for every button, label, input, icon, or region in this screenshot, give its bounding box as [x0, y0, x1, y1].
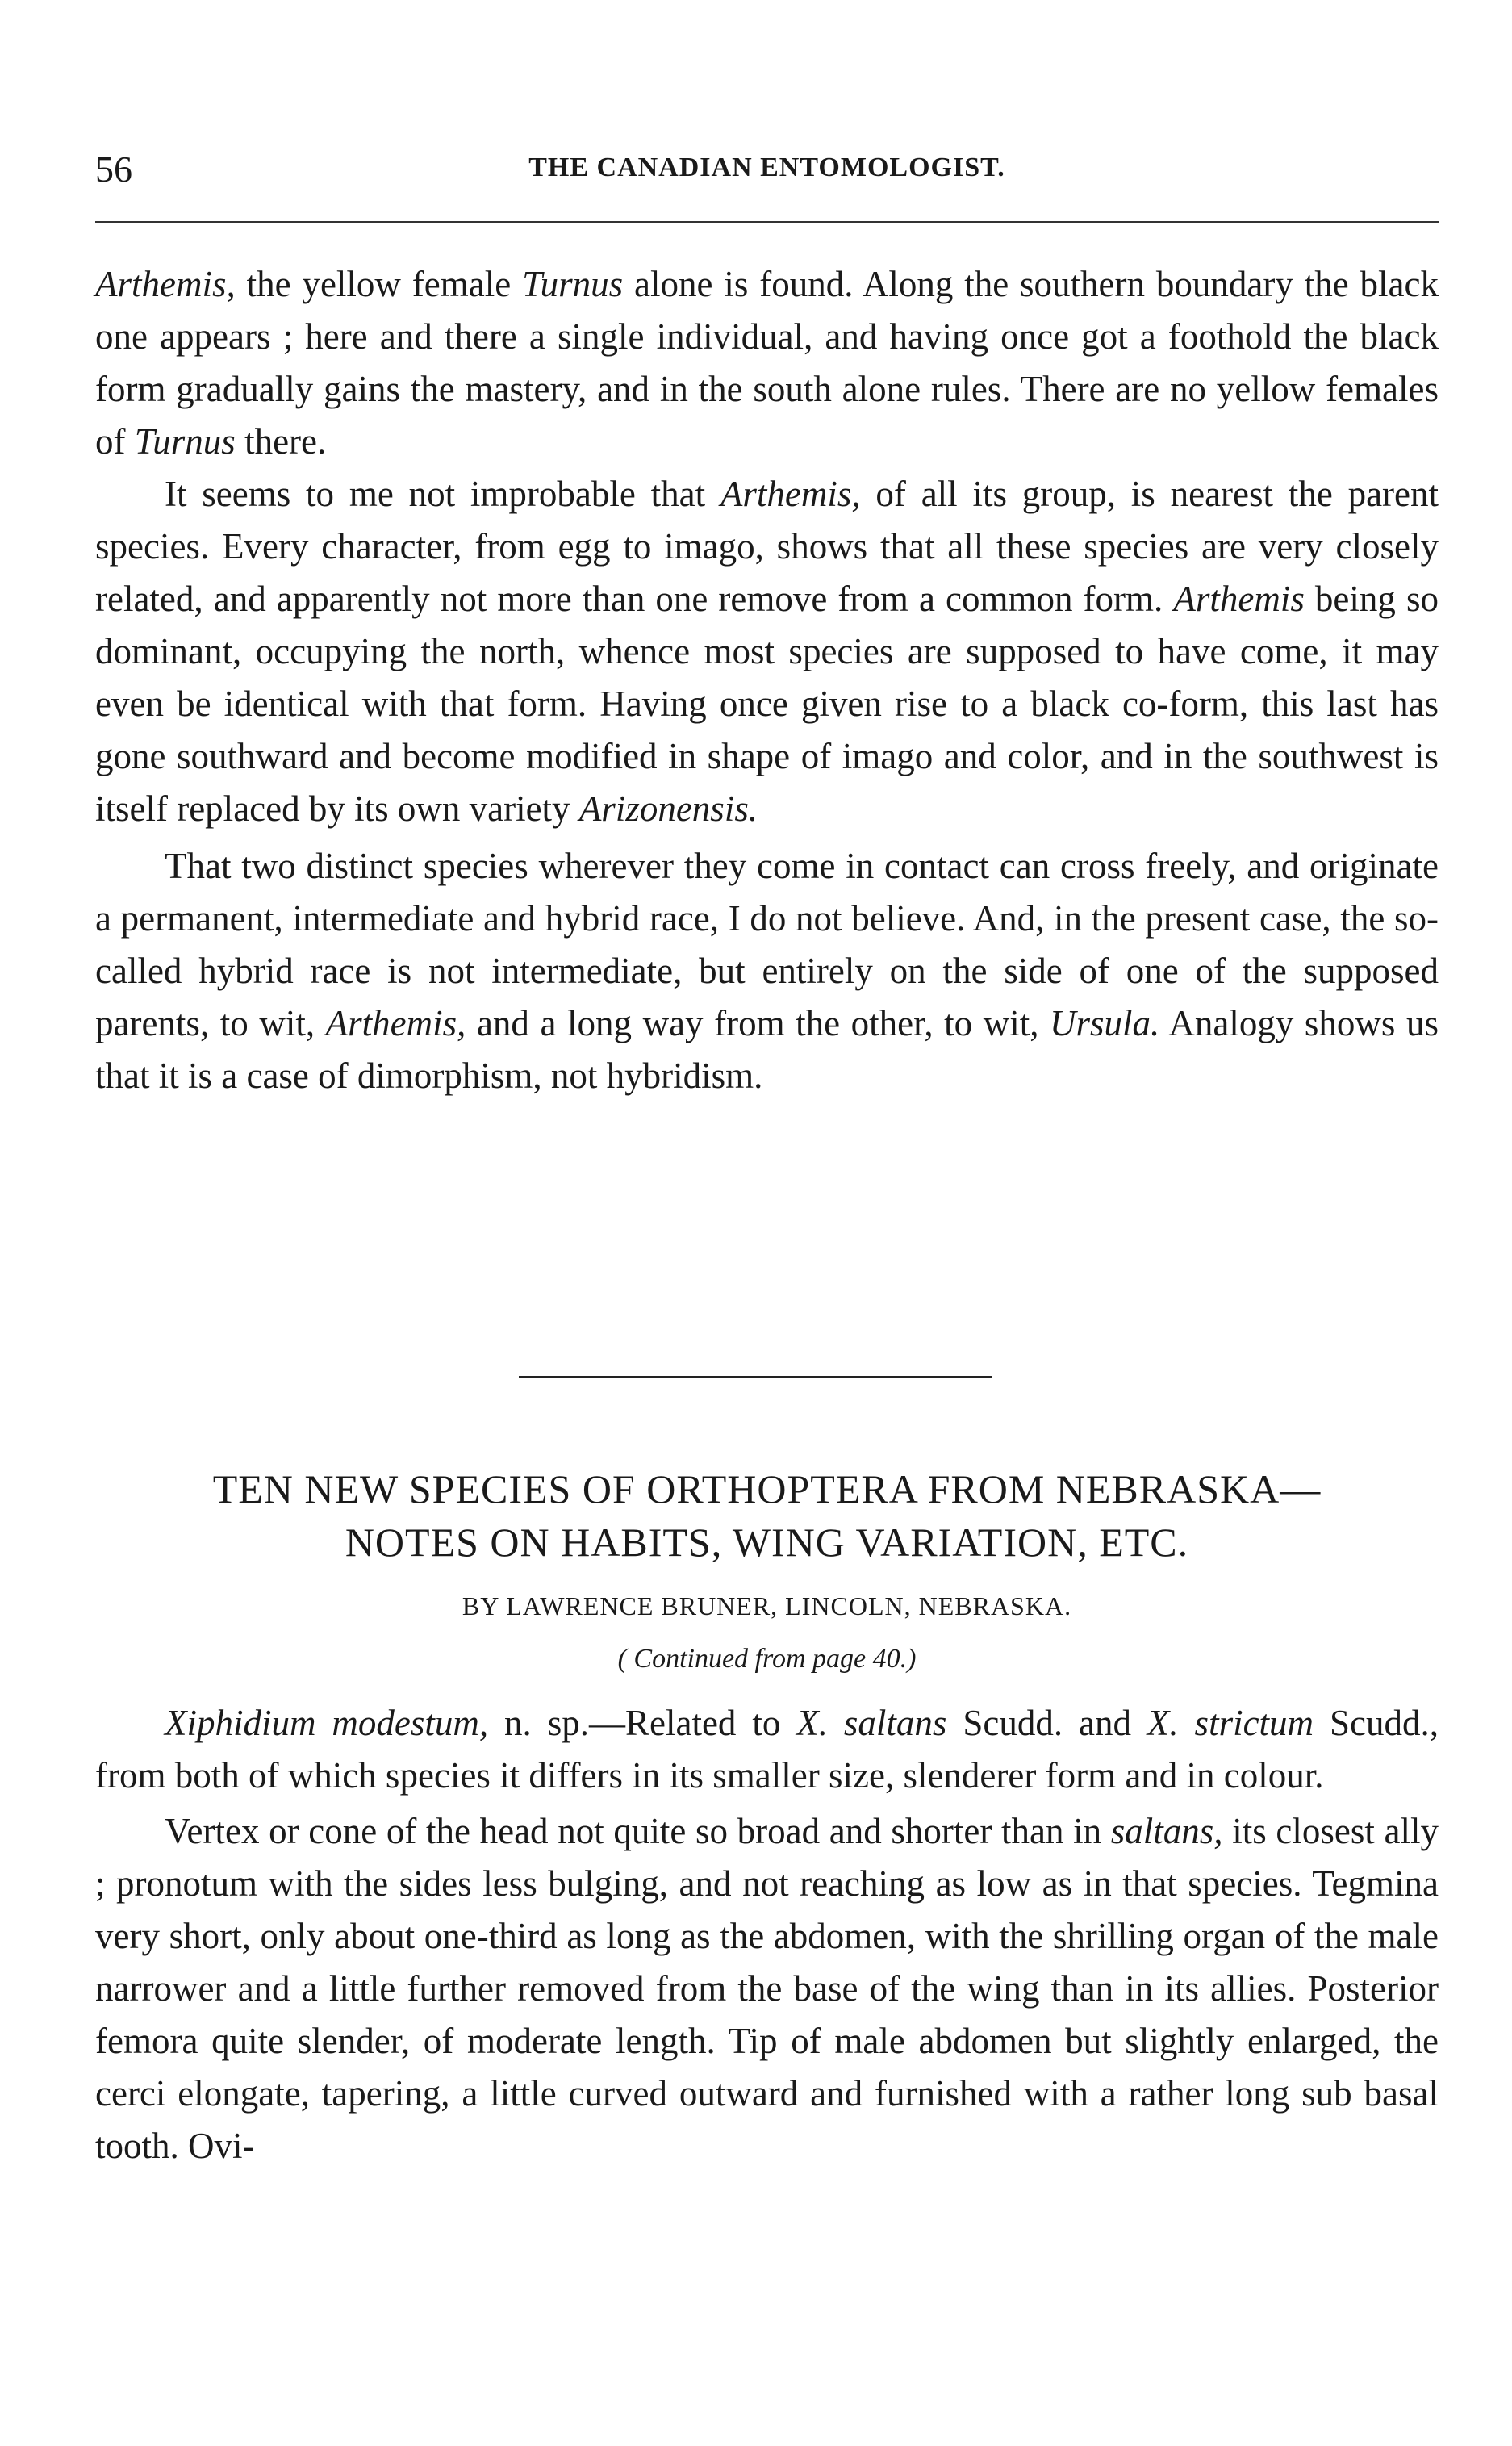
paragraph-3	[95, 840, 1439, 1102]
text-run: It seems to me not improbable that	[165, 474, 720, 514]
text-run: Analogy shows us that it is a case of dimorphism, not hybridism.	[95, 1003, 1439, 1096]
italic-taxon: Turnus	[134, 421, 236, 462]
text-run: n. sp.—Related to	[488, 1703, 797, 1743]
text-run: Vertex or cone of the head not quite so broad and shorter than in	[165, 1811, 1111, 1851]
article-title-line-1: TEN NEW SPECIES OF ORTHOPTERA FROM NEBRASKA—	[212, 1466, 1322, 1512]
header-rule	[95, 221, 1439, 223]
italic-taxon: Xiphidium modestum,	[165, 1703, 489, 1743]
paragraph-1	[95, 258, 1439, 468]
text-run: That two distinct species wherever they come in contact can cross freely, and originate a permanent, intermediate and hybrid race, I do not believe. And, in the present case, the so-called hybrid race is not intermediate, but entirely on the side of one of the supposed parents, to wit,	[95, 846, 1439, 1043]
byline: BY LAWRENCE BRUNER, LINCOLN, NEBRASKA.	[462, 1591, 1072, 1620]
italic-taxon: Arthemis,	[720, 474, 861, 514]
italic-taxon: Arizonensis.	[578, 788, 758, 829]
article-body	[95, 1697, 1439, 2172]
text-run: there.	[235, 421, 327, 462]
italic-taxon: Arthemis	[1173, 579, 1305, 619]
article-title-line-2: NOTES ON HABITS, WING VARIATION, ETC.	[345, 1520, 1189, 1565]
italic-taxon: saltans,	[1110, 1811, 1223, 1851]
page-header	[95, 148, 1439, 196]
text-run: and a long way from the other, to wit,	[466, 1003, 1050, 1043]
text-run: its closest ally ; pronotum with the sides less bulging, and not reaching as low as in that species. Tegmina very short, only about one-third as long as the abdomen, with the shrilling organ of the male narrower and a little further removed from the base of the wing than in its allies. Posterior femora quite slender, of moderate length. Tip of male abdomen but slightly enlarged, the cerci elongate, tapering, a little curved outward and furnished with a rather long sub basal tooth. Ovi-	[95, 1811, 1439, 2166]
text-run: being so dominant, occupying the north, whence most species are supposed to have come, it may even be identical with that form. Having once given rise to a black co-form, this last has gone southward and become modified in shape of imago and color, and in the southwest is itself replaced by its own variety	[95, 579, 1439, 829]
page-number: 56	[95, 148, 132, 190]
text-run: Scudd. and	[946, 1703, 1147, 1743]
italic-taxon: Arthemis,	[95, 264, 236, 304]
top-section	[95, 258, 1439, 1102]
italic-taxon: Arthemis,	[325, 1003, 466, 1043]
article-title	[95, 1462, 1439, 1569]
text-run: of all its group, is nearest the parent species. Every character, from egg to imago, shows that all these species are very closely related, and apparently not more than one remove from a common form.	[95, 474, 1439, 619]
article-paragraph-2	[95, 1805, 1439, 2172]
italic-taxon: Turnus	[522, 264, 624, 304]
article-paragraph-1	[95, 1697, 1439, 1802]
running-title: THE CANADIAN ENTOMOLOGIST.	[528, 153, 1005, 182]
italic-taxon: X. saltans	[796, 1703, 947, 1743]
text-run: the yellow female	[235, 264, 523, 304]
paragraph-2	[95, 468, 1439, 835]
text-run: alone is found. Along the southern boundary the black one appears ; here and there a single individual, and having once got a foothold the black form gradually gains the mastery, and in the south alone rules. There are no yellow females of	[95, 264, 1439, 462]
continued-note: ( Continued from page 40.)	[617, 1644, 917, 1674]
italic-taxon: Ursula.	[1050, 1003, 1160, 1043]
text-run: Scudd., from both of which species it differs in its smaller size, slenderer form and in colour.	[95, 1703, 1439, 1796]
italic-taxon: X. strictum	[1147, 1703, 1314, 1743]
section-divider	[519, 1376, 992, 1378]
